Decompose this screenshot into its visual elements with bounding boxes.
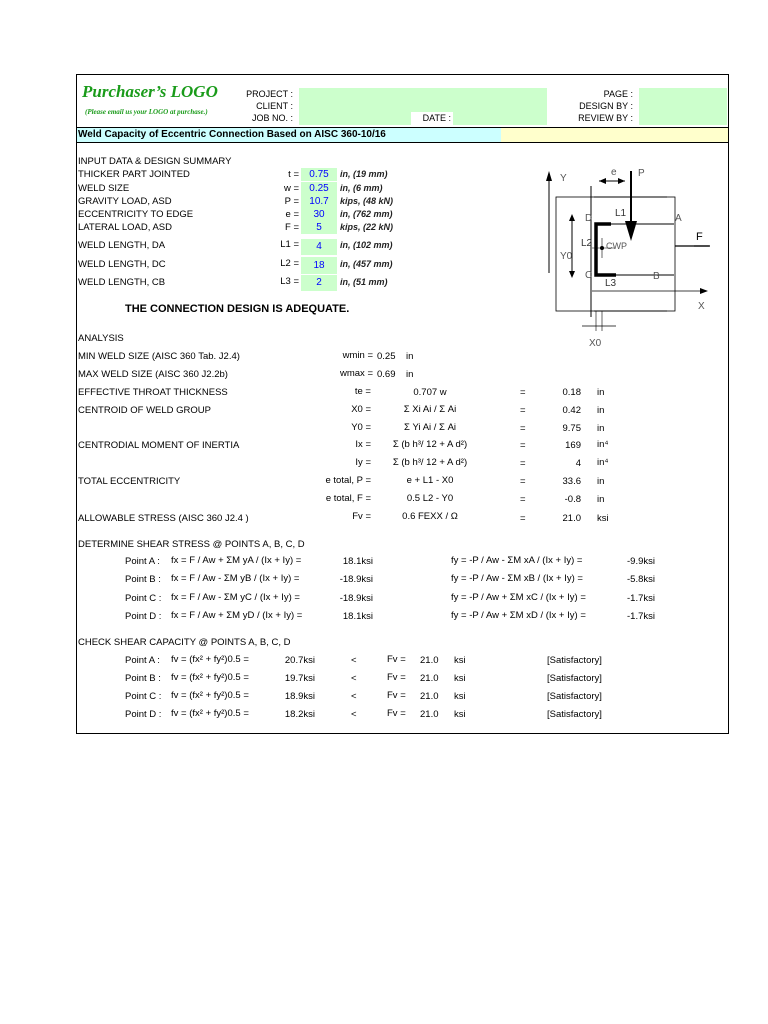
analysis-label: EFFECTIVE THROAT THICKNESS	[78, 387, 228, 398]
capacity-symbol: Fv =	[387, 672, 406, 683]
input-value[interactable]: 2	[301, 275, 337, 291]
input-unit: in, (51 mm)	[340, 277, 388, 287]
capacity-cap: 21.0	[420, 655, 439, 666]
input-unit: kips, (48 kN)	[340, 196, 394, 206]
date-field[interactable]	[453, 112, 547, 125]
shear-point: Point A :	[125, 556, 160, 567]
input-label: LATERAL LOAD, ASD	[78, 222, 172, 233]
shear-fy-formula: fy = -P / Aw + ΣM xC / (Ix + Iy) =	[451, 592, 586, 603]
analysis-unit: ksi	[597, 513, 609, 524]
jobno-label: JOB NO. :	[251, 113, 293, 123]
capacity-value: 18.2ksi	[284, 709, 315, 720]
input-unit: in, (762 mm)	[340, 209, 393, 219]
input-unit: kips, (22 kN)	[340, 222, 394, 232]
reviewby-label: REVIEW BY :	[578, 113, 633, 123]
input-symbol: L3 =	[280, 276, 299, 287]
analysis-eq: =	[520, 458, 526, 469]
analysis-symbol: Y0 =	[351, 422, 371, 433]
analysis-formula: 0.707 w	[413, 387, 447, 398]
capacity-point: Point B :	[125, 673, 161, 684]
analysis-eq: =	[520, 513, 526, 524]
shear-fy: -1.7ksi	[627, 611, 655, 622]
capacity-symbol: Fv =	[387, 654, 406, 665]
analysis-formula: Σ (b h³/ 12 + A d²)	[392, 457, 468, 468]
input-unit: in, (19 mm)	[340, 169, 388, 179]
analysis-formula: 0.6 FEXX / Ω	[402, 511, 458, 522]
input-unit: in, (102 mm)	[340, 240, 393, 250]
analysis-value: 4	[575, 458, 581, 469]
max-weld-label: MAX WELD SIZE (AISC 360 J2.2b)	[78, 369, 228, 380]
capacity-heading: CHECK SHEAR CAPACITY @ POINTS A, B, C, D	[78, 637, 291, 648]
shear-point: Point B :	[125, 574, 161, 585]
analysis-value: 33.6	[562, 476, 581, 487]
input-symbol: F =	[285, 222, 299, 233]
shear-fy: -5.8ksi	[627, 574, 655, 585]
title-bg-right	[501, 128, 728, 142]
analysis-eq: =	[520, 405, 526, 416]
input-heading: INPUT DATA & DESIGN SUMMARY	[78, 156, 232, 167]
capacity-status: [Satisfactory]	[547, 673, 602, 684]
point-c-label: C	[585, 270, 593, 281]
capacity-symbol: Fv =	[387, 708, 406, 719]
shear-fx-formula: fx = F / Aw - ΣM yB / (Ix + Iy) =	[171, 573, 300, 584]
shear-fy-formula: fy = -P / Aw - ΣM xA / (Ix + Iy) =	[451, 555, 583, 566]
project-label: PROJECT :	[246, 89, 293, 99]
input-unit: in, (6 mm)	[340, 183, 383, 193]
capacity-cap: 21.0	[420, 673, 439, 684]
capacity-symbol: Fv =	[387, 690, 406, 701]
shear-fx: 18.1ksi	[342, 556, 373, 567]
analysis-formula: Σ (b h³/ 12 + A d²)	[392, 439, 468, 450]
input-label: GRAVITY LOAD, ASD	[78, 196, 172, 207]
project-client-field[interactable]	[299, 88, 547, 112]
capacity-formula: fv = (fx² + fy²)0.5 =	[171, 690, 249, 701]
capacity-value: 19.7ksi	[284, 673, 315, 684]
l2-label: L2	[581, 238, 593, 249]
designby-label: DESIGN BY :	[579, 101, 633, 111]
analysis-label: TOTAL ECCENTRICITY	[78, 476, 181, 487]
input-label: WELD SIZE	[78, 183, 130, 194]
analysis-value: 9.75	[562, 423, 581, 434]
input-symbol: L1 =	[280, 239, 299, 250]
analysis-label: CENTRODIAL MOMENT OF INERTIA	[78, 440, 240, 451]
sheet-title: Weld Capacity of Eccentric Connection Based on AISC 360-10/16	[78, 129, 386, 140]
analysis-value: 21.0	[562, 513, 581, 524]
capacity-lt: <	[351, 709, 357, 720]
x0-label: X0	[589, 338, 602, 349]
analysis-eq: =	[520, 387, 526, 398]
capacity-cap: 21.0	[420, 691, 439, 702]
y-axis-label: Y	[560, 173, 567, 184]
analysis-unit: in	[597, 387, 605, 398]
shear-fy-formula: fy = -P / Aw + ΣM xD / (Ix + Iy) =	[451, 610, 586, 621]
input-label: ECCENTRICITY TO EDGE	[78, 209, 194, 220]
analysis-unit: in	[597, 476, 605, 487]
point-d-label: D	[585, 213, 593, 224]
weld-connection-diagram	[472, 161, 710, 355]
min-weld-value: 0.25	[377, 351, 396, 362]
capacity-formula: fv = (fx² + fy²)0.5 =	[171, 672, 249, 683]
analysis-formula: Σ Yi Ai / Σ Ai	[403, 422, 457, 433]
capacity-formula: fv = (fx² + fy²)0.5 =	[171, 654, 249, 665]
capacity-unit: ksi	[454, 709, 466, 720]
capacity-formula: fv = (fx² + fy²)0.5 =	[171, 708, 249, 719]
shear-point: Point D :	[125, 611, 162, 622]
capacity-status: [Satisfactory]	[547, 691, 602, 702]
analysis-symbol: Ix =	[355, 439, 371, 450]
analysis-symbol: Iy =	[355, 457, 371, 468]
title-bar	[77, 127, 728, 143]
capacity-unit: ksi	[454, 655, 466, 666]
min-weld-unit: in	[406, 351, 414, 362]
analysis-eq: =	[520, 494, 526, 505]
capacity-cap: 21.0	[420, 709, 439, 720]
point-b-label: B	[653, 271, 660, 282]
shear-fx: -18.9ksi	[339, 593, 373, 604]
shear-point: Point C :	[125, 593, 162, 604]
input-value[interactable]: 18	[301, 257, 337, 274]
x-axis-label: X	[698, 301, 705, 312]
input-value[interactable]: 0.25	[301, 182, 337, 195]
analysis-eq: =	[520, 440, 526, 451]
input-value[interactable]: 30	[301, 208, 337, 221]
capacity-lt: <	[351, 691, 357, 702]
page-label: PAGE :	[603, 89, 633, 99]
analysis-unit: in	[597, 423, 605, 434]
capacity-status: [Satisfactory]	[547, 709, 602, 720]
capacity-value: 20.7ksi	[284, 655, 315, 666]
analysis-unit: in	[597, 494, 605, 505]
input-symbol: e =	[285, 209, 299, 220]
analysis-unit: in⁴	[597, 457, 609, 468]
shear-fy: -9.9ksi	[627, 556, 655, 567]
input-symbol: L2 =	[280, 258, 299, 269]
input-value[interactable]: 5	[301, 221, 337, 234]
input-symbol: t =	[288, 169, 299, 180]
l3-label: L3	[605, 278, 617, 289]
capacity-point: Point D :	[125, 709, 162, 720]
analysis-symbol: e total, P =	[325, 475, 371, 486]
p-load-label: P	[638, 168, 645, 179]
analysis-formula: 0.5 L2 - Y0	[406, 493, 454, 504]
analysis-value: 0.18	[562, 387, 581, 398]
shear-fx-formula: fx = F / Aw - ΣM yC / (Ix + Iy) =	[171, 592, 300, 603]
cwp-label: CWP	[606, 241, 627, 251]
input-symbol: P =	[284, 196, 299, 207]
shear-heading: DETERMINE SHEAR STRESS @ POINTS A, B, C, D	[78, 539, 305, 550]
analysis-label: CENTROID OF WELD GROUP	[78, 405, 212, 416]
capacity-value: 18.9ksi	[284, 691, 315, 702]
point-a-label: A	[675, 213, 682, 224]
capacity-lt: <	[351, 655, 357, 666]
shear-fy: -1.7ksi	[627, 593, 655, 604]
shear-fx: 18.1ksi	[342, 611, 373, 622]
capacity-point: Point C :	[125, 691, 162, 702]
min-weld-symbol: wmin =	[342, 350, 373, 361]
date-label: DATE :	[422, 113, 451, 123]
purchaser-logo: Purchaser’s LOGO	[82, 82, 218, 101]
analysis-eq: =	[520, 423, 526, 434]
input-unit: in, (457 mm)	[340, 259, 393, 269]
design-conclusion: THE CONNECTION DESIGN IS ADEQUATE.	[125, 303, 350, 315]
max-weld-symbol: wmax =	[340, 368, 373, 379]
calculation-sheet	[76, 74, 729, 734]
eccentricity-label: e	[611, 167, 617, 178]
logo-note: (Please email us your LOGO at purchase.)	[85, 108, 208, 116]
min-weld-label: MIN WELD SIZE (AISC 360 Tab. J2.4)	[78, 351, 240, 362]
client-label: CLIENT :	[256, 101, 293, 111]
analysis-symbol: Fv =	[352, 511, 371, 522]
analysis-label: ALLOWABLE STRESS (AISC 360 J2.4 )	[78, 513, 249, 524]
input-symbol: w =	[283, 183, 299, 194]
analysis-unit: in⁴	[597, 439, 609, 450]
shear-fy-formula: fy = -P / Aw - ΣM xB / (Ix + Iy) =	[451, 573, 583, 584]
capacity-lt: <	[351, 673, 357, 684]
analysis-value: -0.8	[564, 494, 581, 505]
capacity-unit: ksi	[454, 673, 466, 684]
analysis-formula: e + L1 - X0	[406, 475, 454, 486]
analysis-heading: ANALYSIS	[78, 333, 124, 344]
analysis-unit: in	[597, 405, 605, 416]
f-load-label: F	[696, 231, 703, 243]
max-weld-unit: in	[406, 369, 414, 380]
jobno-field[interactable]	[299, 112, 411, 125]
y0-label: Y0	[560, 251, 573, 262]
shear-fx-formula: fx = F / Aw + ΣM yD / (Ix + Iy) =	[171, 610, 303, 621]
analysis-value: 0.42	[562, 405, 581, 416]
input-value[interactable]: 10.7	[301, 195, 337, 208]
input-label: WELD LENGTH, DA	[78, 240, 166, 251]
input-label: WELD LENGTH, CB	[78, 277, 166, 288]
input-label: THICKER PART JOINTED	[78, 169, 190, 180]
analysis-eq: =	[520, 476, 526, 487]
input-value[interactable]: 4	[301, 239, 337, 255]
shear-fx: -18.9ksi	[339, 574, 373, 585]
max-weld-value: 0.69	[377, 369, 396, 380]
analysis-symbol: te =	[354, 386, 371, 397]
analysis-formula: Σ Xi Ai / Σ Ai	[403, 404, 457, 415]
analysis-symbol: e total, F =	[325, 493, 371, 504]
capacity-point: Point A :	[125, 655, 160, 666]
page-design-review-field[interactable]	[639, 88, 727, 125]
l1-label: L1	[615, 208, 627, 219]
input-value[interactable]: 0.75	[301, 168, 337, 181]
analysis-value: 169	[565, 440, 581, 451]
capacity-status: [Satisfactory]	[547, 655, 602, 666]
shear-fx-formula: fx = F / Aw + ΣM yA / (Ix + Iy) =	[171, 555, 302, 566]
analysis-symbol: X0 =	[351, 404, 371, 415]
input-label: WELD LENGTH, DC	[78, 259, 166, 270]
capacity-unit: ksi	[454, 691, 466, 702]
